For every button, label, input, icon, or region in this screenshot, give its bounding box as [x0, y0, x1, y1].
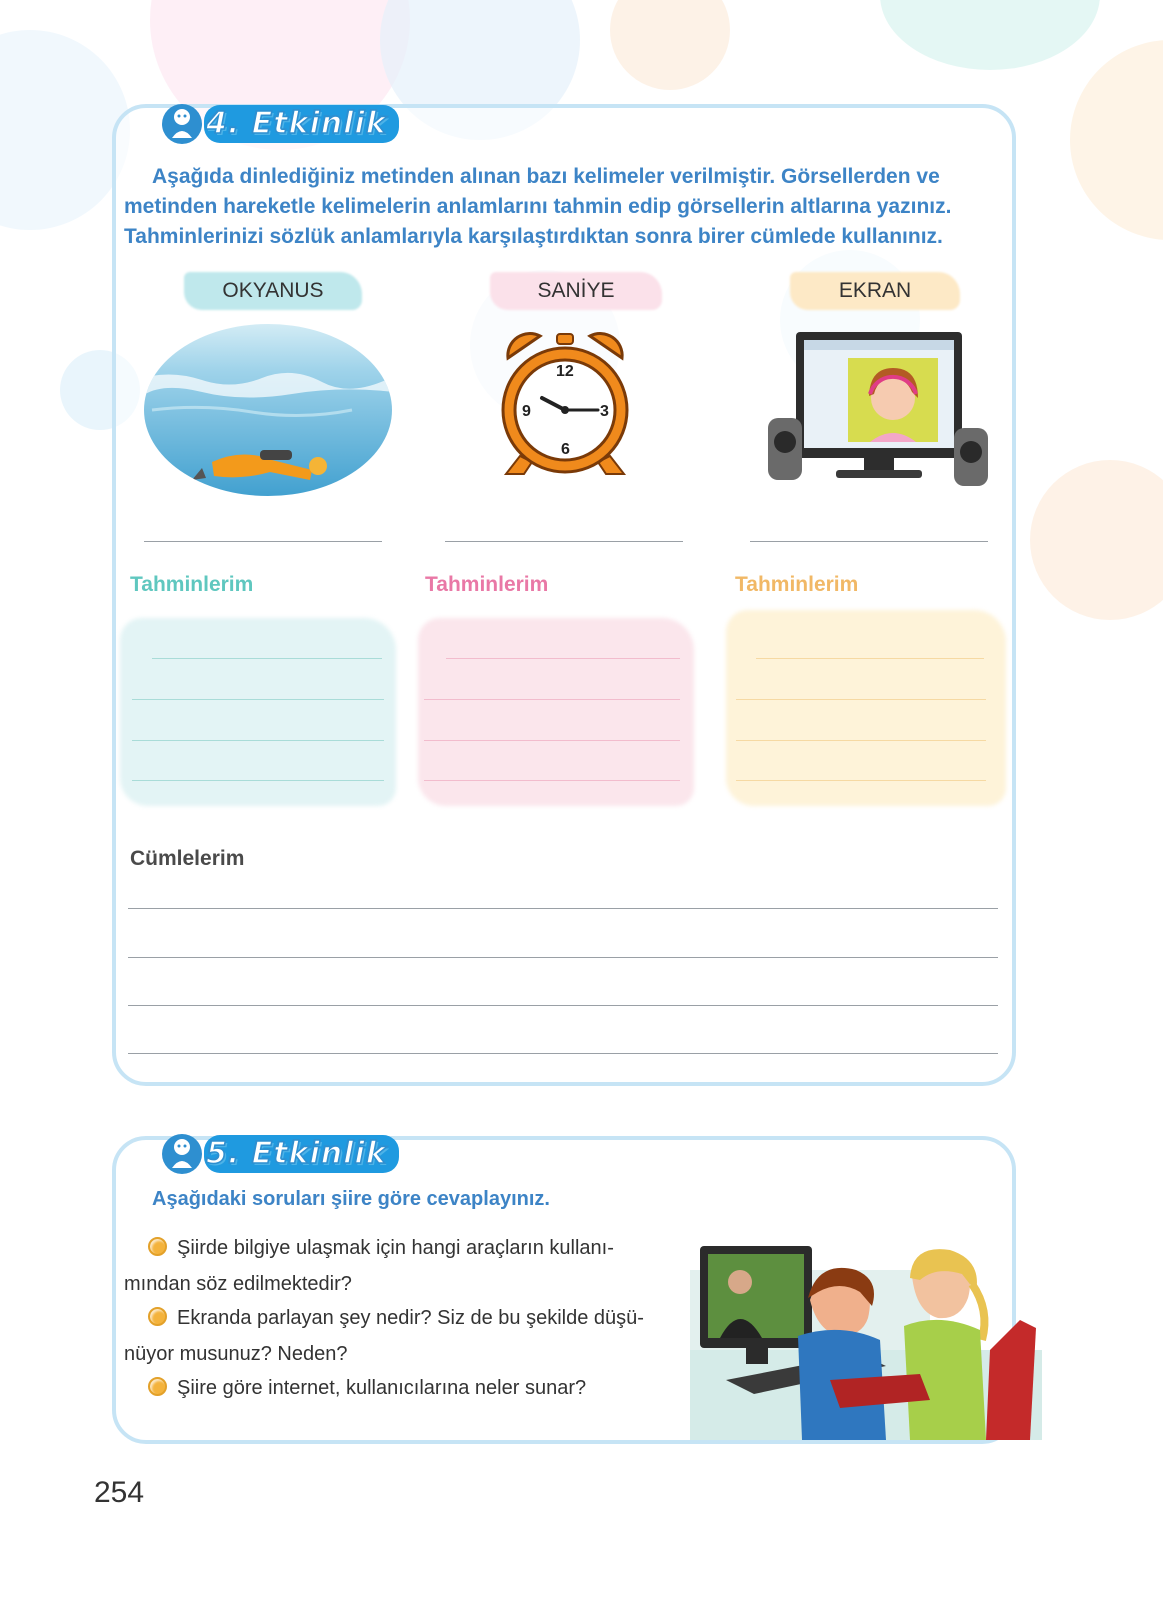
guess-line[interactable] — [132, 740, 384, 741]
word-label-okyanus: OKYANUS — [184, 272, 362, 310]
sentence-line[interactable] — [128, 1053, 998, 1054]
guess-line[interactable] — [132, 699, 384, 700]
children-at-computer-illustration — [690, 1240, 1042, 1440]
guess-line[interactable] — [132, 780, 384, 781]
computer-screen-illustration — [766, 330, 990, 490]
activity-5-badge-label: 5. Etkinlik — [204, 1135, 399, 1173]
instruction-line: Aşağıda dinlediğiniz metinden alınan bazı kelimeler verilmiştir. Görsellerden ve — [152, 165, 940, 188]
guess-line[interactable] — [152, 658, 382, 659]
sentence-line[interactable] — [128, 957, 998, 958]
sentences-title: Cümlelerim — [130, 847, 245, 870]
background-bubble — [1070, 40, 1163, 240]
activity-5-badge — [160, 1132, 399, 1176]
bullet-icon — [148, 1377, 167, 1396]
guess-line[interactable] — [736, 699, 986, 700]
activity-4-badge — [160, 102, 399, 146]
instruction-line: Tahminlerinizi sözlük anlamlarıyla karşılaştırdıktan sonra birer cümlede kullanınız. — [124, 225, 943, 248]
guess-line[interactable] — [736, 780, 986, 781]
question-item: Şiire göre internet, kullanıcılarına neler sunar? — [124, 1370, 694, 1406]
guess-line[interactable] — [446, 658, 680, 659]
word-label-saniye: SANİYE — [490, 272, 662, 310]
page-number: 254 — [94, 1476, 145, 1509]
guess-line[interactable] — [736, 740, 986, 741]
svg-text:12: 12 — [556, 363, 574, 380]
guess-line[interactable] — [424, 740, 680, 741]
bullet-icon — [148, 1237, 167, 1256]
question-item: Ekranda parlayan şey nedir? Siz de bu şekilde düşü- nüyor musunuz? Neden? — [124, 1307, 644, 1365]
background-bubble — [880, 0, 1100, 70]
activity-5-instruction: Aşağıdaki soruları şiire göre cevaplayınız. — [152, 1188, 550, 1210]
guess-title-okyanus: Tahminlerim — [130, 573, 254, 596]
mascot-icon — [160, 102, 204, 146]
guess-title-saniye: Tahminlerim — [425, 573, 549, 596]
answer-line[interactable] — [750, 541, 988, 542]
alarm-clock-illustration — [490, 328, 640, 480]
background-bubble — [610, 0, 730, 90]
svg-text:9: 9 — [522, 403, 531, 420]
guess-line[interactable] — [756, 658, 984, 659]
guess-line[interactable] — [424, 699, 680, 700]
sentence-line[interactable] — [128, 1005, 998, 1006]
answer-line[interactable] — [144, 541, 382, 542]
sentence-line[interactable] — [128, 908, 998, 909]
guess-pad-okyanus — [120, 618, 396, 806]
bullet-icon — [148, 1307, 167, 1326]
answer-line[interactable] — [445, 541, 683, 542]
activity-4-instruction — [124, 162, 1004, 252]
background-bubble — [0, 30, 130, 230]
guess-pad-ekran — [726, 610, 1006, 806]
guess-title-ekran: Tahminlerim — [735, 573, 859, 596]
instruction-line: metinden hareketle kelimelerin anlamlarını tahmin edip görsellerin altlarına yazınız. — [124, 195, 952, 218]
word-label-ekran: EKRAN — [790, 272, 960, 310]
background-bubble — [1030, 460, 1163, 620]
guess-pad-saniye — [418, 618, 694, 806]
svg-text:3: 3 — [600, 403, 609, 420]
ocean-diver-illustration — [142, 320, 394, 500]
guess-line[interactable] — [424, 780, 680, 781]
svg-text:6: 6 — [561, 441, 570, 458]
mascot-icon — [160, 1132, 204, 1176]
activity-4-badge-label: 4. Etkinlik — [204, 105, 399, 143]
question-item: Şiirde bilgiye ulaşmak için hangi araçların kullanı- mından söz edilmektedir? — [124, 1237, 614, 1295]
